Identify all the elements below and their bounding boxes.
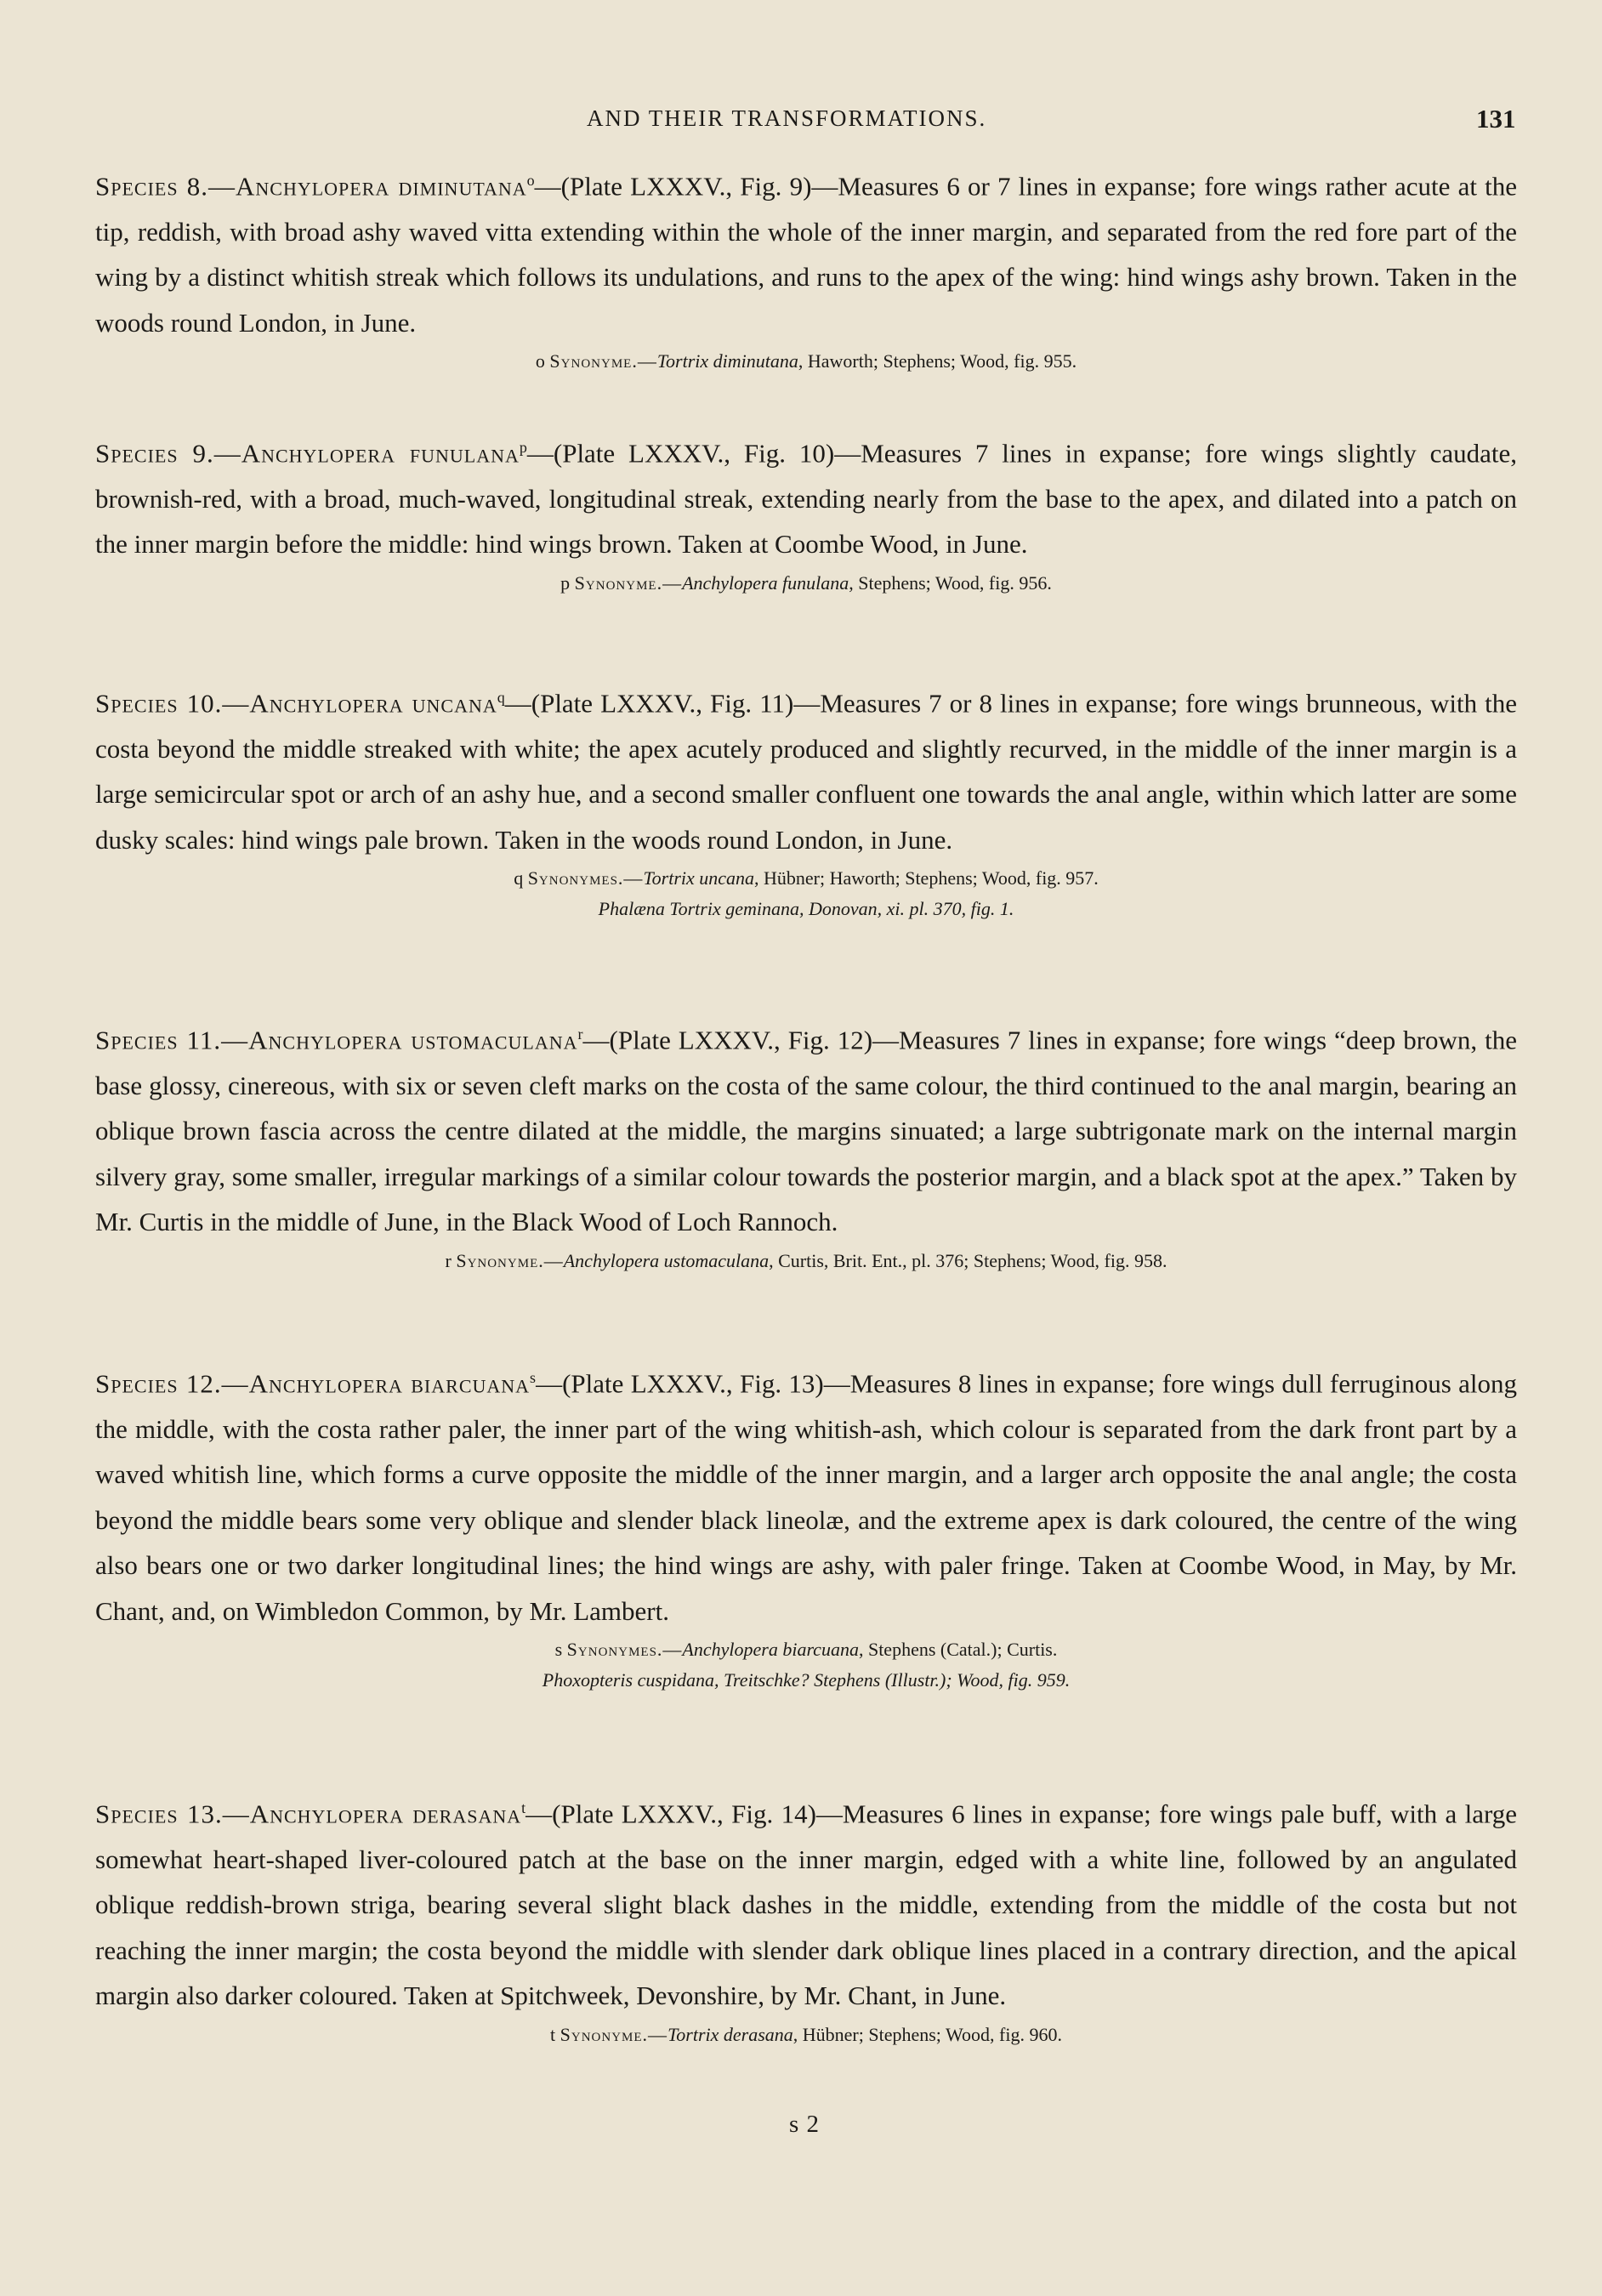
synonym-reference: , Curtis, Brit. Ent., pl. 376; Stephens; Wood, fig. 958. bbox=[769, 1249, 1167, 1271]
footnote-marker: r bbox=[445, 1249, 452, 1271]
species-text: —(Plate LXXXV., Fig. 12)—Measures 7 lines in expanse; fore wings “deep brown, the base glossy, cinereous, with six or seven cleft marks on the costa of the same colour, the third continued to the anal margin, bearing an oblique brown fascia across the centre dilated at the middle, the margins sinuated; a large subtrigonate mark on the internal margin silvery gray, some smaller, irregular markings of a similar colour towards the posterior margin, and a black spot at the apex.” Taken by Mr. Curtis in the middle of June, in the Black Wood of Loch Rannoch. bbox=[95, 1025, 1517, 1237]
species-heading: Species 13.—Anchylopera derasana bbox=[95, 1799, 522, 1829]
species-text: —(Plate LXXXV., Fig. 13)—Measures 8 lines in expanse; fore wings dull ferruginous along the middle, with the costa rather paler, the inner part of the wing whitish-ash, which colour is separated from the dark front part by a waved whitish line, which forms a curve opposite the middle of the inner margin, and a larger arch opposite the anal angle; the costa beyond the middle bears some very oblique and slender black lineolæ, and the extreme apex is dark coloured, the centre of the wing also bears one or two darker longitudinal lines; the hind wings are ashy, with paler fringe. Taken at Coombe Wood, in May, by Mr. Chant, and, on Wimbledon Common, by Mr. Lambert. bbox=[95, 1368, 1517, 1626]
species-description bbox=[95, 425, 1517, 567]
footnote-marker: r bbox=[577, 1026, 583, 1043]
footnote-marker: o bbox=[535, 350, 545, 372]
synonym-note-line2: Phoxopteris cuspidana, Treitschke? Stephens (Illustr.); Wood, fig. 959. bbox=[542, 1669, 1071, 1691]
species-text: —(Plate LXXXV., Fig. 10)—Measures 7 lines in expanse; fore wings slightly caudate, brownish-red, with a broad, much-waved, longitudinal streak, extending nearly from the base to the apex, and dilated into a patch on the inner margin before the middle: hind wings brown. Taken at Coombe Wood, in June. bbox=[95, 438, 1517, 560]
footnote-marker: p bbox=[560, 571, 571, 594]
species-heading: Species 8.—Anchylopera diminutana bbox=[95, 171, 527, 202]
synonym-note bbox=[95, 347, 1517, 376]
synonym-note bbox=[95, 1635, 1517, 1664]
species-description bbox=[95, 675, 1517, 862]
synonym-label: Synonyme.— bbox=[456, 1249, 564, 1271]
species-heading: Species 11.—Anchylopera ustomaculana bbox=[95, 1025, 578, 1055]
synonym-name: Tortrix derasana bbox=[668, 2023, 793, 2045]
synonym-label: Synonymes.— bbox=[566, 1639, 683, 1661]
species-description bbox=[95, 1786, 1517, 2019]
species-description bbox=[95, 158, 1517, 345]
footnote-marker: t bbox=[521, 1799, 526, 1816]
synonym-reference: , Hübner; Haworth; Stephens; Wood, fig. 957. bbox=[754, 867, 1099, 889]
synonym-name: Tortrix uncana bbox=[643, 867, 755, 889]
species-text: —(Plate LXXXV., Fig. 11)—Measures 7 or 8 lines in expanse; fore wings brunneous, with the costa beyond the middle streaked with white; the apex acutely produced and slightly recurved, in the middle of the inner margin is a large semicircular spot or arch of an ashy hue, and a second smaller confluent one towards the anal angle, within which latter are some dusky scales: hind wings pale brown. Taken in the woods round London, in June. bbox=[95, 688, 1517, 855]
page-header bbox=[0, 105, 1602, 139]
synonym-name: Anchylopera ustomaculana bbox=[563, 1249, 770, 1271]
species-entry bbox=[95, 425, 1517, 598]
species-text: —(Plate LXXXV., Fig. 9)—Measures 6 or 7 lines in expanse; fore wings rather acute at the tip, reddish, with broad ashy waved vitta extending within the whole of the inner margin, and separated from the red fore part of the wing by a distinct whitish streak which follows its undulations, and runs to the apex of the wing: hind wings ashy brown. Taken in the woods round London, in June. bbox=[95, 171, 1517, 338]
synonym-note bbox=[95, 2020, 1517, 2049]
footnote-marker: q bbox=[497, 689, 505, 706]
footnote-marker: p bbox=[519, 439, 527, 456]
synonym-reference: , Stephens (Catal.); Curtis. bbox=[858, 1639, 1058, 1661]
synonym-reference: , Hübner; Stephens; Wood, fig. 960. bbox=[792, 2023, 1062, 2045]
species-heading: Species 12.—Anchylopera biarcuana bbox=[95, 1368, 531, 1399]
signature-mark: s 2 bbox=[789, 2111, 821, 2138]
species-entry bbox=[95, 675, 1517, 924]
synonym-reference: , Stephens; Wood, fig. 956. bbox=[849, 571, 1052, 594]
synonym-note-line2: Phalæna Tortrix geminana, Donovan, xi. pl. 370, fig. 1. bbox=[598, 898, 1014, 920]
synonym-name: Anchylopera biarcuana bbox=[682, 1639, 859, 1661]
species-entry bbox=[95, 158, 1517, 376]
footnote-marker: s bbox=[554, 1639, 563, 1661]
footnote-marker: o bbox=[526, 172, 535, 189]
footnote-marker: t bbox=[550, 2023, 556, 2045]
synonym-name: Anchylopera funulana bbox=[682, 571, 849, 594]
species-description bbox=[95, 1012, 1517, 1245]
footnote-marker: q bbox=[514, 867, 524, 889]
species-heading: Species 9.—Anchylopera funulana bbox=[95, 438, 520, 469]
synonym-note bbox=[95, 864, 1517, 893]
synonym-note bbox=[95, 569, 1517, 598]
page-number: 131 bbox=[1476, 104, 1516, 134]
synonym-label: Synonyme.— bbox=[549, 350, 657, 372]
species-entry bbox=[95, 1786, 1517, 2049]
synonym-label: Synonymes.— bbox=[527, 867, 644, 889]
synonym-name: Tortrix diminutana bbox=[656, 350, 798, 372]
synonym-label: Synonyme.— bbox=[574, 571, 683, 594]
footnote-marker: s bbox=[530, 1369, 537, 1386]
species-entry bbox=[95, 1355, 1517, 1695]
synonym-note bbox=[95, 1247, 1517, 1276]
species-text: —(Plate LXXXV., Fig. 14)—Measures 6 lines in expanse; fore wings pale buff, with a large somewhat heart-shaped liver-coloured patch at the base on the inner margin, edged with a white line, followed by an angulated oblique reddish-brown striga, bearing several slight black dashes in the middle, extending from the middle of the costa but not reaching the inner margin; the costa beyond the middle with slender dark oblique lines placed in a contrary direction, and the apical margin also darker coloured. Taken at Spitchweek, Devonshire, by Mr. Chant, in June. bbox=[95, 1799, 1517, 2011]
species-entry bbox=[95, 1012, 1517, 1276]
synonym-reference: , Haworth; Stephens; Wood, fig. 955. bbox=[798, 350, 1077, 372]
synonym-label: Synonyme.— bbox=[560, 2023, 668, 2045]
species-description bbox=[95, 1355, 1517, 1634]
species-heading: Species 10.—Anchylopera uncana bbox=[95, 688, 497, 719]
running-head: AND THEIR TRANSFORMATIONS. bbox=[587, 105, 987, 131]
